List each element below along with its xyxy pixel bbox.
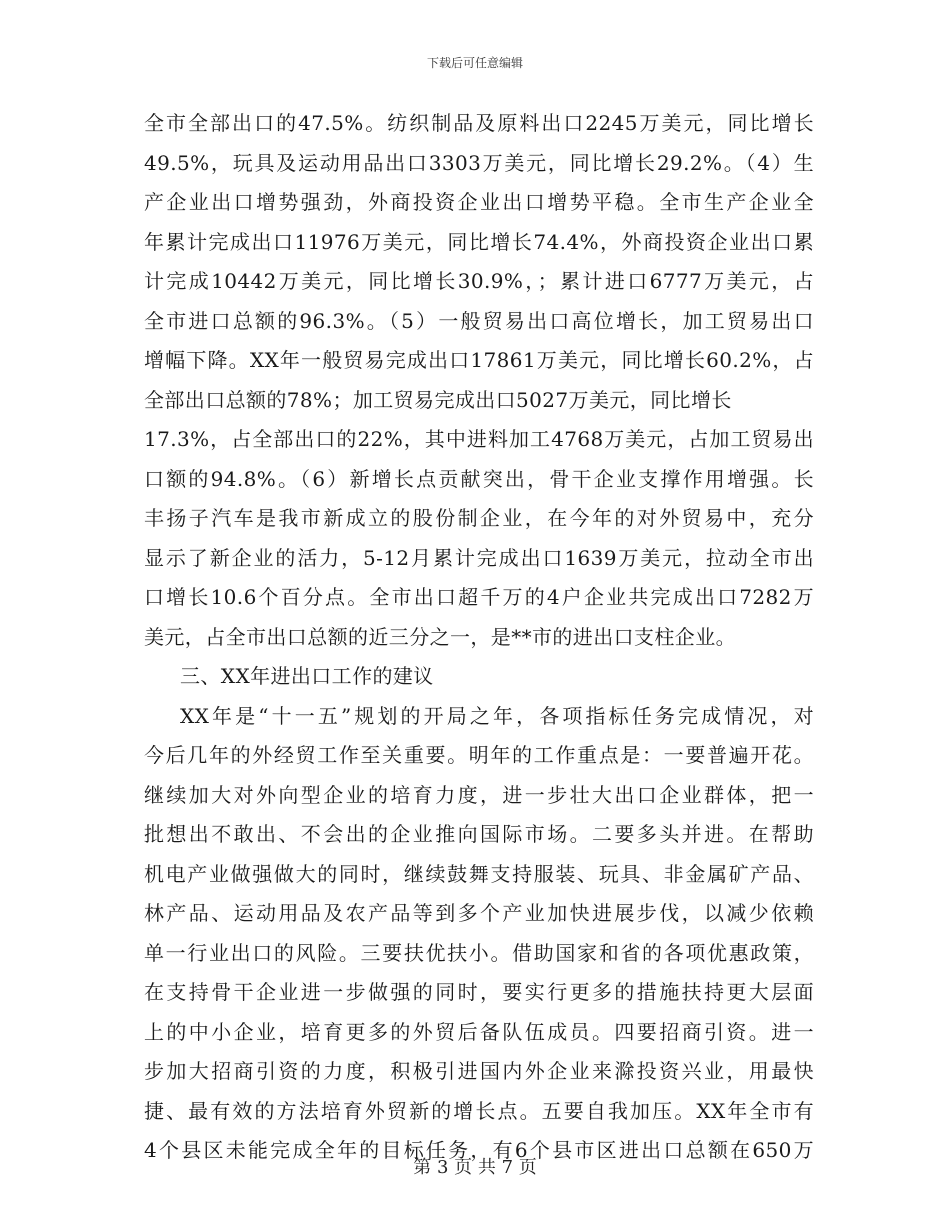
text-line: 17.3%，占全部出口的22%，其中进料加工4768万美元，占加工贸易出 xyxy=(144,427,814,451)
text-line: 继续加大对外向型企业的培育力度，进一步壮大出口企业群体，把一 xyxy=(144,782,814,807)
text-line: 显示了新企业的活力，5-12月累计完成出口1639万美元，拉动全市出 xyxy=(144,545,814,570)
text-line: 林产品、运动用品及农产品等到多个产业加快进展步伐，以减少依赖 xyxy=(144,901,814,925)
text-line: 全市全部出口的47.5%。纺织制品及原料出口2245万美元，同比增长 xyxy=(144,111,814,135)
text-line: 年累计完成出口11976万美元，同比增长74.4%，外商投资企业出口累 xyxy=(144,229,814,254)
text-line: XX年是“十一五”规划的开局之年，各项指标任务完成情况，对 xyxy=(180,703,814,728)
page-header-note: 下载后可任意编辑 xyxy=(426,56,523,70)
text-line: 口增长10.6个百分点。全市出口超千万的4户企业共完成出口7282万 xyxy=(144,585,814,609)
text-line: 美元，占全市出口总额的近三分之一，是**市的进出口支柱企业。 xyxy=(144,624,736,649)
text-line: 增幅下降。XX年一般贸易完成出口17861万美元，同比增长60.2%，占 xyxy=(144,348,814,372)
text-line: 4个县区未能完成全年的目标任务，有6个县市区进出口总额在650万 xyxy=(144,1138,814,1162)
text-line: 批想出不敢出、不会出的企业推向国际市场。二要多头并进。在帮助 xyxy=(144,822,814,846)
text-line: 今后几年的外经贸工作至关重要。明年的工作重点是：一要普遍开花。 xyxy=(144,743,814,767)
text-line: 全市进口总额的96.3%。（5）一般贸易出口高位增长，加工贸易出口 xyxy=(144,308,814,333)
document-body xyxy=(144,104,814,1171)
text-line: 全部出口总额的78%；加工贸易完成出口5027万美元，同比增长 xyxy=(144,387,732,412)
text-line: 机电产业做强做大的同时，继续鼓舞支持服装、玩具、非金属矿产品、 xyxy=(144,861,814,886)
text-line: 产企业出口增势强劲，外商投资企业出口增势平稳。全市生产企业全 xyxy=(144,190,814,214)
text-line: 丰扬子汽车是我市新成立的股份制企业，在今年的对外贸易中，充分 xyxy=(144,506,814,530)
text-line: 捷、最有效的方法培育外贸新的增长点。五要自我加压。XX年全市有 xyxy=(144,1098,814,1123)
text-line: 在支持骨干企业进一步做强的同时，要实行更多的措施扶持更大层面 xyxy=(144,980,814,1004)
text-line: 口额的94.8%。（6）新增长点贡献突出，骨干企业支撑作用增强。长 xyxy=(144,466,814,491)
page-number: 第 3 页 共 7 页 xyxy=(413,1157,537,1178)
section-heading: 三、XX年进出口工作的建议 xyxy=(180,664,434,688)
text-line: 单一行业出口的风险。三要扶优扶小。借助国家和省的各项优惠政策， xyxy=(144,940,814,965)
text-line: 计完成10442万美元，同比增长30.9%，；累计进口6777万美元，占 xyxy=(144,269,814,293)
text-line: 上的中小企业，培育更多的外贸后备队伍成员。四要招商引资。进一 xyxy=(144,1019,814,1044)
text-line: 49.5%，玩具及运动用品出口3303万美元，同比增长29.2%。（4）生 xyxy=(144,150,814,175)
text-line: 步加大招商引资的力度，积极引进国内外企业来滁投资兴业，用最快 xyxy=(144,1059,814,1083)
